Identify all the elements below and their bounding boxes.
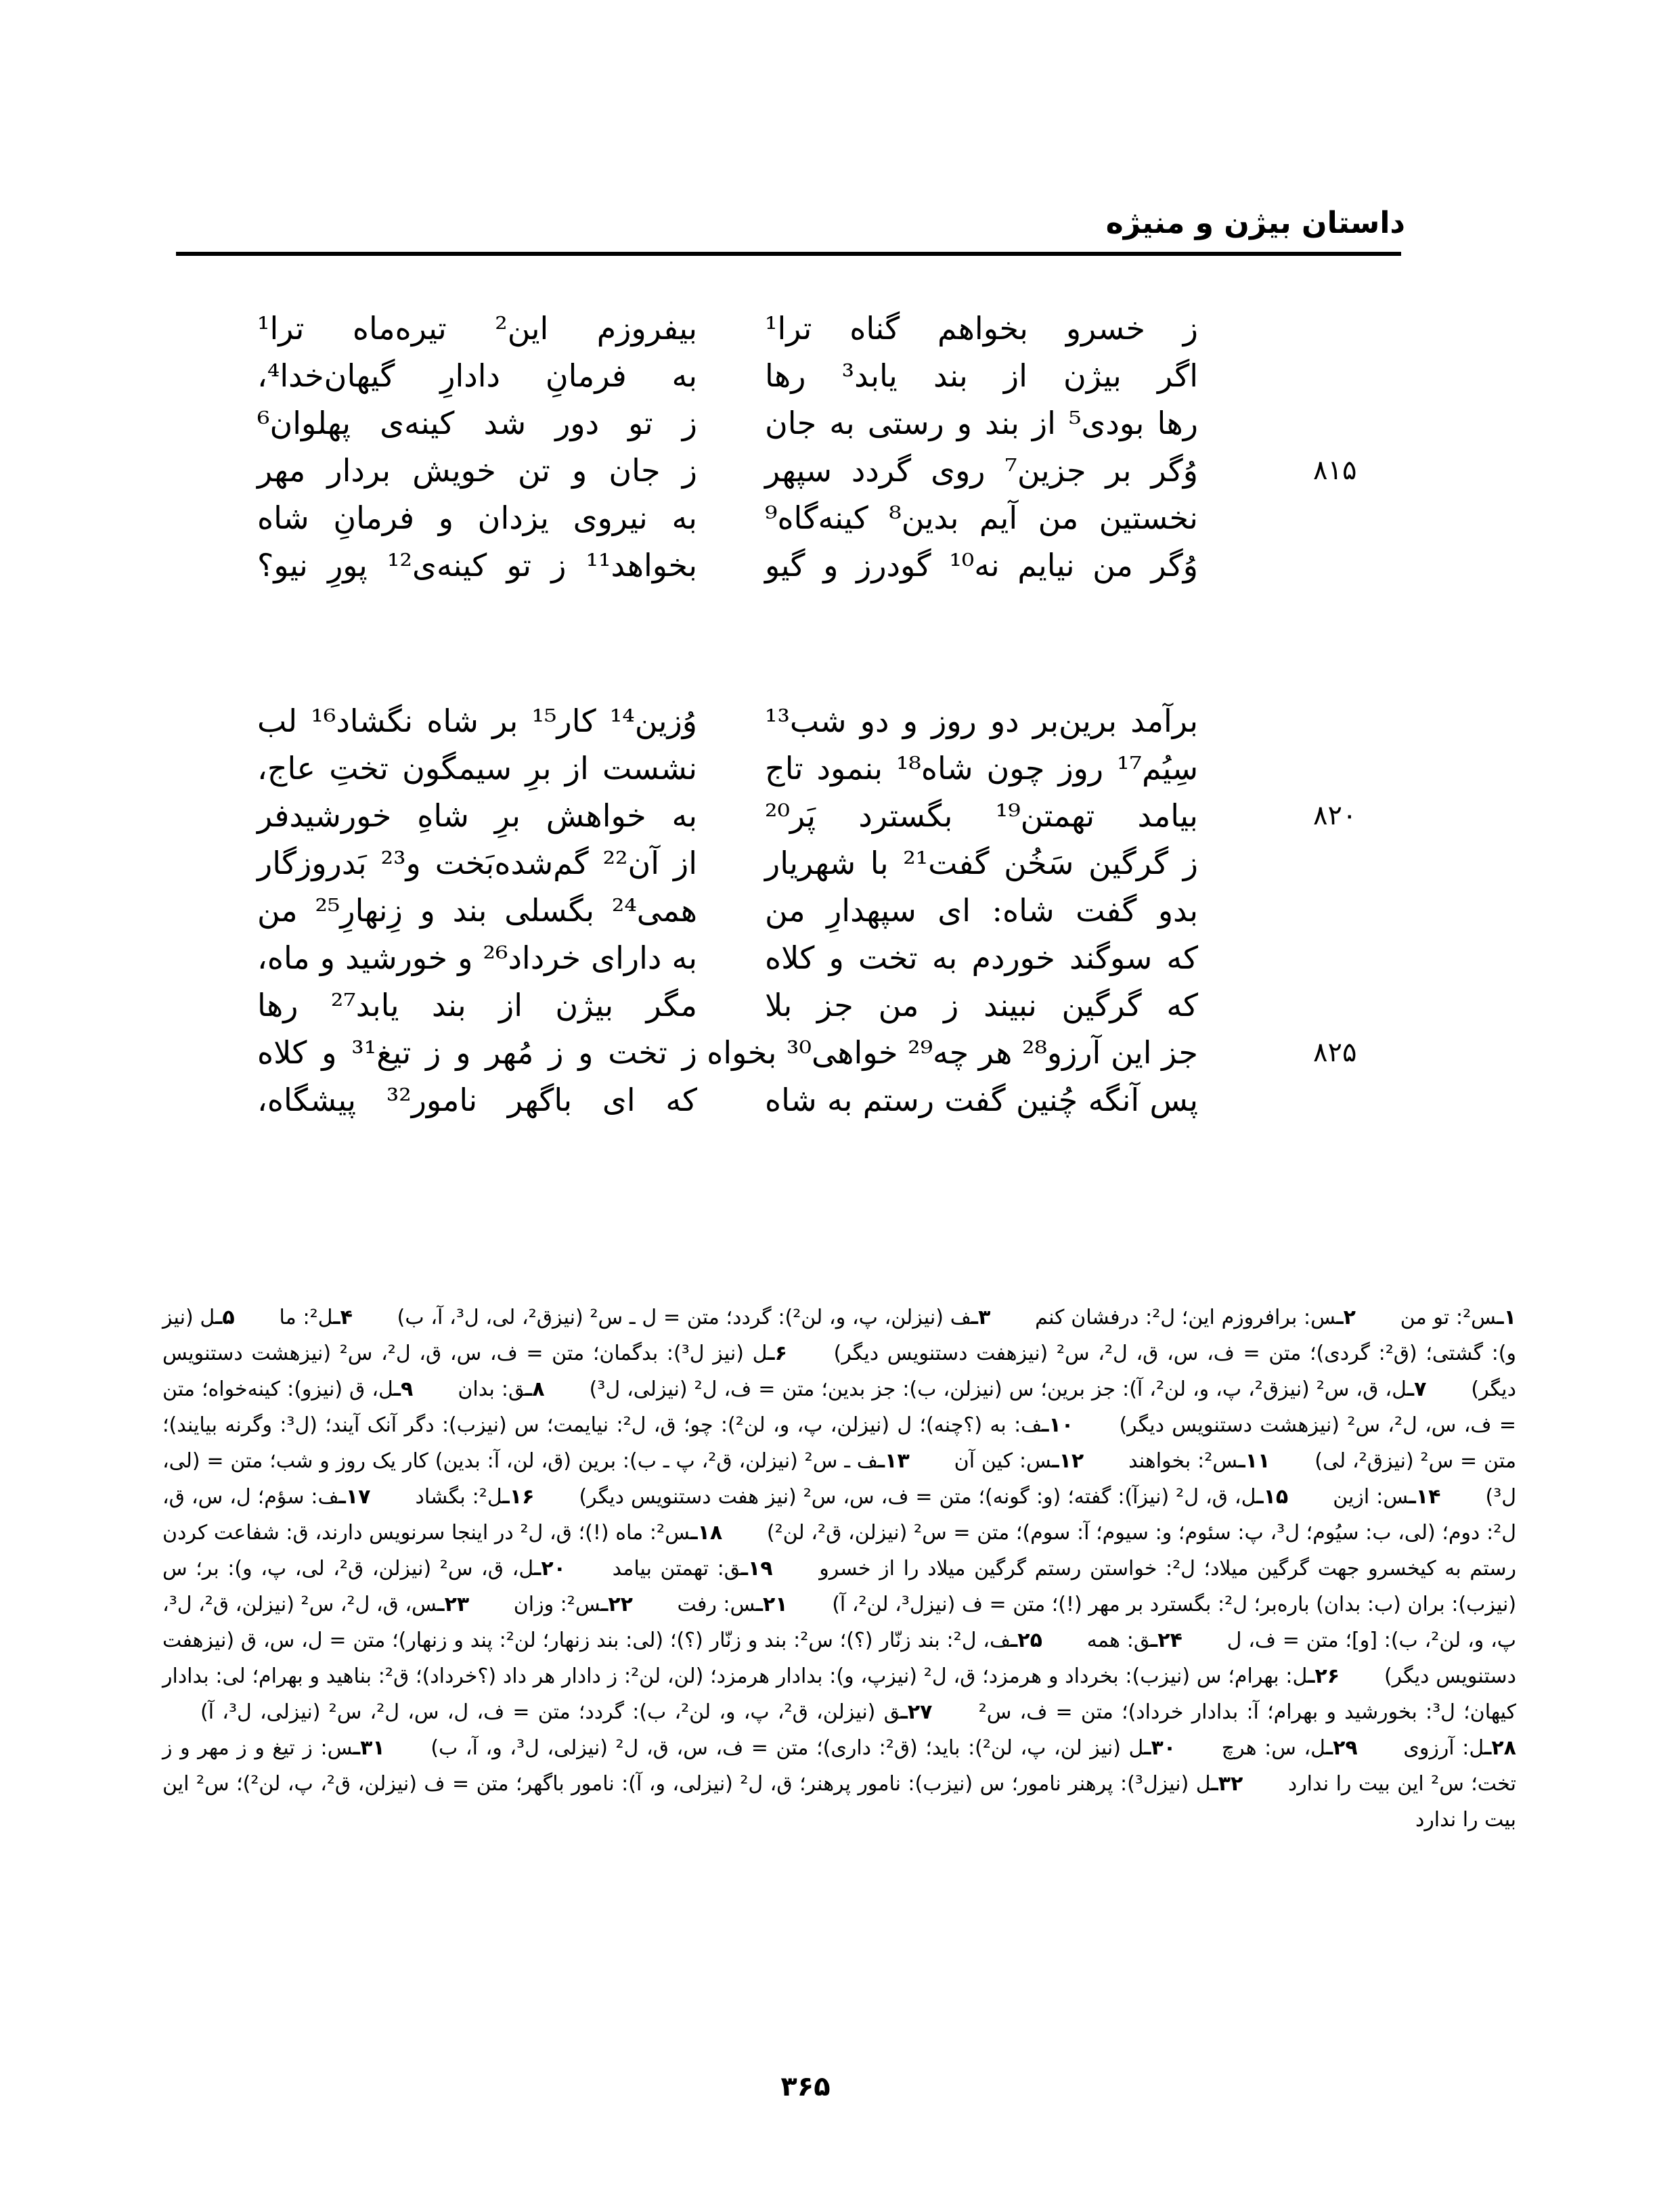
footnote-text: ل، ق، س² (نیزلن، ق²، لی، پ، و): بر؛ س (نیزب): بران (ب: بدان) باره‌بر؛ ل²: بگسترد بر مهر (!)؛ متن = ف (نیزل³، لن²، آ): [162, 1557, 1517, 1616]
footnote-item: [954, 1449, 1084, 1473]
footnote-number: ۱۸ـ: [690, 1521, 723, 1545]
footnote-number: ۸ـ: [525, 1377, 545, 1401]
footnote-text: ق: تهمتن بیامد: [612, 1557, 741, 1580]
footnote-item: [590, 1377, 1427, 1401]
verse-number: ۸۱۵: [1313, 455, 1357, 486]
second-hemistich: وُزین¹⁴ کار¹⁵ بر شاه نگشاد¹⁶ لب: [257, 703, 697, 739]
footnote-number: ۷ـ: [1407, 1377, 1427, 1401]
footnote-text: ف ـ س² (نیزلن، ق²، پ ـ ب): برین (ق، لن، آ: بدین) کار یک روز و شب؛ متن = (لی، ل³): [162, 1449, 1517, 1509]
verse-block-2: [176, 697, 1401, 1124]
second-hemistich: به فرمانِ دادارِ گیهان‌خدا⁴،: [257, 357, 697, 394]
footnote-number: ۲۹ـ: [1325, 1736, 1358, 1760]
verse-row: [176, 494, 1401, 541]
footnote-number: ۲۶ـ: [1308, 1664, 1340, 1688]
footnote-text: ف (نیزلن، پ، و، لن²): گردد؛ متن = ل ـ س² (نیزق²، لی، ل³، آ، ب): [397, 1306, 971, 1329]
footnote-text: س: کین آن: [954, 1449, 1053, 1473]
footnote-text: ل، ق، س² (نیزق²، پ، و، لن²، آ): جز برین؛ س (نیزلن، ب): جز بدین؛ متن = ف، ل² (نیزلی، ل³): [589, 1377, 1407, 1401]
footnote-text: ل²: ما: [279, 1306, 334, 1329]
footnote-item: [397, 1306, 991, 1329]
footnote-number: ۵ـ: [215, 1306, 235, 1329]
footnote-text: ل، ق، ل² (نیزآ): گفته؛ (و: گونه)؛ متن = ف، س، س² (نیز هفت دستنویس دیگر): [579, 1485, 1257, 1509]
second-hemistich: ز جان و تن خویش بردار مهر: [257, 452, 697, 489]
footnote-item: [430, 1736, 1176, 1760]
verse-row: [176, 934, 1401, 981]
footnote-number: ۳۰ـ: [1144, 1736, 1176, 1760]
footnote-text: ف، ل²: بند زنّار (؟)؛ س²: بند و زنّار (؟)؛ (لی: بند زنهار؛ لن²: پند و زنهار)؛ متن = ل، س، ق (نیزهفت دستنویس دیگر): [162, 1629, 1516, 1688]
footnote-text: ل²: بگشاد: [415, 1485, 503, 1509]
footnote-text: س: برافروزم این؛ ل²: درفشان کنم: [1035, 1306, 1337, 1329]
footnote-number: ۴ـ: [333, 1306, 353, 1329]
footnote-text: س: ازین: [1333, 1485, 1409, 1509]
first-hemistich: وُگر بر جزین⁷ روی گردد سپهر: [765, 452, 1199, 489]
verse-row: [176, 697, 1401, 745]
footnote-text: ل (نیز ل³): بدگمان؛ متن = ف، س، ق، ل²، س² (نیزهشت دستنویس دیگر): [162, 1342, 1516, 1401]
second-hemistich: که ای باگهر نامور³² پیشگاه،: [257, 1082, 697, 1118]
footnote-text: س²: ماه (!)؛ ق، ل² در اینجا سرنویس دارند، ق: شفاعت کردن رستم به کیخسرو جهت گرگین میلاد؛ ل²: خواستن رستم گرگین میلاد را از خسرو: [162, 1521, 1516, 1580]
footnote-text: ل، س: هرچ: [1221, 1736, 1326, 1760]
second-hemistich: ز تخت و ز مُهر و ز تیغ³¹ و کلاه: [257, 1034, 698, 1071]
footnote-item: [1403, 1736, 1516, 1760]
footnote-number: ۲۲ـ: [601, 1593, 633, 1616]
second-hemistich: به نیروی یزدان و فرمانِ شاه: [257, 500, 697, 536]
footnote-item: [613, 1557, 773, 1580]
footnote-number: ۱۰ـ: [1042, 1413, 1074, 1437]
verse-row: [176, 1029, 1401, 1076]
footnote-number: ۱۵ـ: [1256, 1485, 1289, 1509]
footnote-number: ۳ـ: [971, 1306, 991, 1329]
first-hemistich: جز این آرزو²⁸ هر چه²⁹ خواهی³⁰ بخواه: [707, 1034, 1198, 1071]
footnote-item: [279, 1306, 352, 1329]
footnote-text: ق: بدان: [458, 1377, 525, 1401]
verse-row: [176, 981, 1401, 1029]
footnote-number: ۶ـ: [768, 1342, 787, 1365]
second-hemistich: بخواهد¹¹ ز تو کینه‌ی¹² پورِ نیو؟: [257, 547, 697, 583]
footnote-number: ۱۱ـ: [1238, 1449, 1270, 1473]
verse-row: [176, 1076, 1401, 1124]
first-hemistich: برآمد برین‌بر دو روز و دو شب¹³: [765, 703, 1198, 739]
page-number: ۳۶۵: [780, 2071, 831, 2102]
footnote-item: [1400, 1306, 1516, 1329]
footnote-number: ۱۶ـ: [502, 1485, 535, 1509]
footnote-number: ۲۵ـ: [1011, 1629, 1042, 1652]
footnote-number: ۲۷ـ: [900, 1700, 933, 1724]
first-hemistich: وُگر من نیایم نه¹⁰ گودرز و گیو: [765, 547, 1198, 583]
footnote-text: س: رفت: [677, 1593, 756, 1616]
verse-row: [176, 305, 1401, 352]
first-hemistich: ز گرگین سَخُن گفت²¹ با شهریار: [765, 845, 1198, 881]
verse-row: [176, 887, 1401, 934]
footnotes-section: [162, 1300, 1516, 1838]
footnote-item: [514, 1593, 633, 1616]
verse-row: [176, 745, 1401, 792]
footnote-number: ۹ـ: [393, 1377, 414, 1401]
footnote-number: ۱۳ـ: [877, 1449, 910, 1473]
footnote-item: [416, 1485, 535, 1509]
footnote-item: [458, 1377, 544, 1401]
footnote-number: ۲۳ـ: [437, 1593, 470, 1616]
first-hemistich: اگر بیژن از بند یابد³ رها: [765, 357, 1199, 394]
footnote-item: [1087, 1629, 1182, 1652]
footnote-item: [200, 1700, 933, 1724]
footnote-item: [1128, 1449, 1270, 1473]
footnote-text: ف: سؤم؛ ل، س، ق، ل²: دوم؛ (لی، ب: سیُوم؛ ل³، پ: سئوم؛ و: سیوم؛ آ: سوم)؛ متن = س² (نیزلن، ق²، لن²): [162, 1485, 1517, 1545]
first-hemistich: ز خسرو بخواهم گناه ترا¹: [765, 310, 1198, 347]
footnote-number: ۱۲ـ: [1052, 1449, 1084, 1473]
footnote-text: ل (نیز لن، پ، لن²): باید؛ (ق²: داری)؛ متن = ف، س، ق، ل² (نیزلی، ل³، و، آ، ب): [430, 1736, 1145, 1760]
second-hemistich: به خواهش برِ شاهِ خورشیدفر: [257, 797, 697, 834]
footnote-item: [1333, 1485, 1440, 1509]
verse-row: [176, 399, 1401, 447]
verse-row: [176, 792, 1401, 839]
footnote-text: س: ز تیغ و ز مهر و ز تخت؛ س² این بیت را ندارد: [162, 1736, 1516, 1796]
footnote-number: ۲۸ـ: [1484, 1736, 1516, 1760]
footnote-text: ل: آرزوی: [1403, 1736, 1485, 1760]
footnote-text: ل (نیزل³): پرهنر نامور؛ س (نیزب): نامور پرهنر؛ ق، ل² (نیزلی، و، آ): نامور باگهر؛ متن = ف (نیزلن، ق²، پ، لن²)؛ س² این بیت را ندارد: [162, 1772, 1516, 1832]
second-hemistich: مگر بیژن از بند یابد²⁷ رها: [257, 987, 697, 1023]
first-hemistich: پس آنگه چُنین گفت رستم به شاه: [765, 1082, 1198, 1118]
footnote-number: ۱ـ: [1497, 1306, 1516, 1329]
footnote-item: [678, 1593, 788, 1616]
verse-number: ۸۲۰: [1313, 800, 1357, 831]
first-hemistich: رها بودی⁵ از بند و رستی به جان: [765, 405, 1198, 441]
footnote-item: [1035, 1306, 1356, 1329]
second-hemistich: به دارای خرداد²⁶ و خورشید و ماه،: [257, 939, 697, 976]
second-hemistich: بیفروزم این² تیره‌ماه ترا¹: [257, 310, 697, 347]
footnote-number: ۲۰ـ: [534, 1557, 566, 1580]
footnote-number: ۳۲ـ: [1211, 1772, 1243, 1796]
second-hemistich: همی²⁴ بگسلی بند و زِنهارِ²⁵ من: [257, 892, 697, 929]
footnote-number: ۱۷ـ: [338, 1485, 371, 1509]
second-hemistich: ز تو دور شد کینه‌ی پهلوان⁶: [257, 405, 697, 441]
footnote-number: ۲۱ـ: [755, 1593, 788, 1616]
footnote-text: س²: تو من: [1400, 1306, 1497, 1329]
footnote-text: ف: به (؟چنه)؛ ل (نیزلن، پ، و، لن²): چو؛ ق، ل²: نیایمت؛ س (نیزب): دگر آنک آیند؛ (ل³: وگرنه بیایند)؛ متن = س² (نیزق²، لی): [162, 1413, 1517, 1473]
footnote-text: ل: بهرام؛ س (نیزب): بخرداد و هرمزد؛ ق، ل² (نیزپ، و): بدادار هرمزد؛ (لن، لن²: ز دادار هر داد (؟خرداد)؛ ق²: بناهید و بهرام؛ لی: بدادار کیهان؛ ل³: بخورشید و بهرام؛ آ: بدادار خرداد)؛ متن = ف، س²: [162, 1664, 1517, 1724]
first-hemistich: که سوگند خوردم به تخت و کلاه: [765, 939, 1198, 976]
footnote-text: س، ق، ل²، س² (نیزلن، ق²، ل³، پ، و، لن²، ب): [و]؛ متن = ف، ل: [162, 1593, 1516, 1652]
first-hemistich: که گرگین نبیند ز من جز بلا: [765, 987, 1198, 1023]
verse-row: [176, 839, 1401, 887]
footnote-item: [1222, 1736, 1358, 1760]
footnote-number: ۱۹ـ: [740, 1557, 773, 1580]
footnote-text: ل (نیز و): گشتی؛ (ق²: گردی)؛ متن = ف، س، ق، ل²، س² (نیزهفت دستنویس دیگر): [162, 1306, 1516, 1365]
second-hemistich: از آن²² گم‌شده‌بَخت و²³ بَدروزگار: [257, 845, 697, 881]
footnote-number: ۲۴ـ: [1150, 1629, 1182, 1652]
footnote-text: ل، ق (نیزو): کینه‌خواه؛ متن = ف، س، ل²، س² (نیزهشت دستنویس دیگر): [162, 1377, 1516, 1437]
first-hemistich: سِیُم¹⁷ روز چون شاه¹⁸ بنمود تاج: [765, 750, 1199, 787]
verse-row: [176, 541, 1401, 589]
book-title: داستان بیژن و منیژه: [1105, 206, 1405, 240]
first-hemistich: بدو گفت شاه: ای سپهدارِ من: [765, 892, 1198, 929]
footnote-item: [579, 1485, 1288, 1509]
first-hemistich: بیامد تهمتن¹⁹ بگسترد پَر²⁰: [765, 797, 1198, 834]
footnote-text: ق (نیزلن، ق²، پ، و، لن²، ب): گردد؛ متن = ف، ل، س، ل²، س² (نیزلی، ل³، آ): [200, 1700, 901, 1724]
verse-row: [176, 352, 1401, 399]
first-hemistich: نخستین من آیم بدین⁸ کینه‌گاه⁹: [765, 500, 1198, 536]
footnote-number: ۲ـ: [1336, 1306, 1356, 1329]
footnote-number: ۱۴ـ: [1409, 1485, 1441, 1509]
verse-block-1: [176, 305, 1401, 589]
verse-row: [176, 447, 1401, 494]
second-hemistich: نشست از برِ سیمگون تختِ عاج،: [257, 750, 697, 787]
footnote-text: س²: بخواهند: [1128, 1449, 1239, 1473]
verse-number: ۸۲۵: [1313, 1037, 1357, 1068]
header-rule: [176, 252, 1401, 256]
footnote-number: ۳۱ـ: [353, 1736, 385, 1760]
footnote-text: س²: وزان: [513, 1593, 602, 1616]
running-header: [187, 203, 1405, 244]
footnote-text: ق: همه: [1086, 1629, 1151, 1652]
